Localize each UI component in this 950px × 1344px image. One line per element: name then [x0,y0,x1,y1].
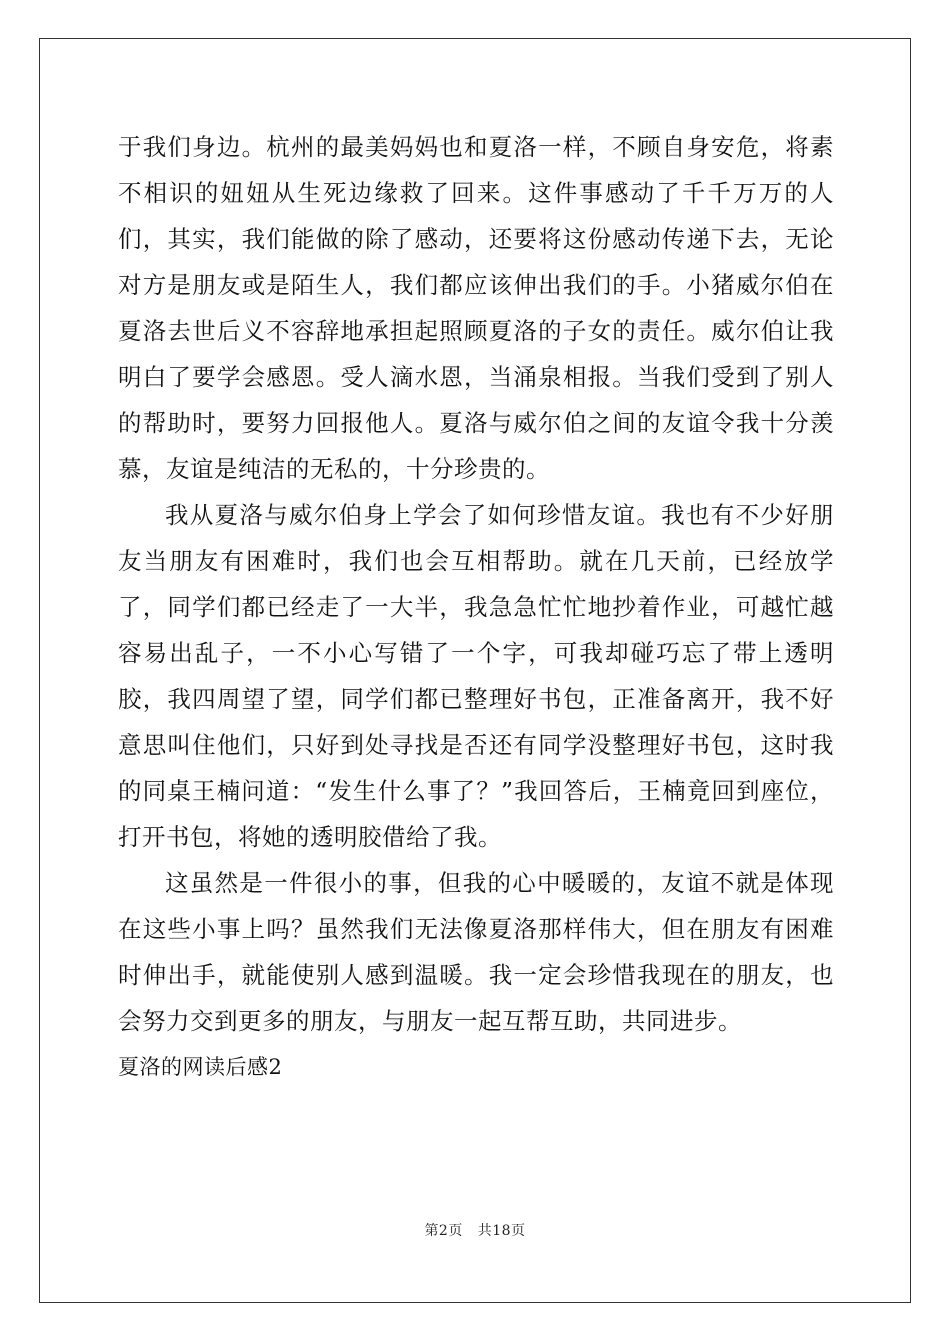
document-body [118,124,834,1090]
section-heading: 夏洛的网读后感2 [118,1055,283,1079]
page-footer [0,1220,950,1240]
page-number: 第2页 [424,1223,463,1239]
paragraph-1: 于我们身边。杭州的最美妈妈也和夏洛一样，不顾自身安危，将素不相识的妞妞从生死边缘救了回来。这件事感动了千千万万的人们，其实，我们能做的除了感动，还要将这份感动传递下去，无论对方是朋友或是陌生人，我们都应该伸出我们的手。小猪威尔伯在夏洛去世后义不容辞地承担起照顾夏洛的子女的责任。威尔伯让我明白了要学会感恩。受人滴水恩，当涌泉相报。当我们受到了别人的帮助时，要努力回报他人。夏洛与威尔伯之间的友谊令我十分羡慕，友谊是纯洁的无私的，十分珍贵的。 [118,133,834,483]
paragraph-3: 这虽然是一件很小的事，但我的心中暖暖的，友谊不就是体现在这些小事上吗？虽然我们无法像夏洛那样伟大，但在朋友有困难时伸出手，就能使别人感到温暖。我一定会珍惜我现在的朋友，也会努力交到更多的朋友，与朋友一起互帮互助，共同进步。 [118,869,834,1035]
page-total: 共18页 [477,1223,526,1239]
paragraph-2: 我从夏洛与威尔伯身上学会了如何珍惜友谊。我也有不少好朋友当朋友有困难时，我们也会互相帮助。就在几天前，已经放学了，同学们都已经走了一大半，我急急忙忙地抄着作业，可越忙越容易出乱子，一不小心写错了一个字，可我却碰巧忘了带上透明胶，我四周望了望，同学们都已整理好书包，正准备离开，我不好意思叫住他们，只好到处寻找是否还有同学没整理好书包，这时我的同桌王楠问道：“发生什么事了？”我回答后，王楠竟回到座位，打开书包，将她的透明胶借给了我。 [118,501,834,851]
